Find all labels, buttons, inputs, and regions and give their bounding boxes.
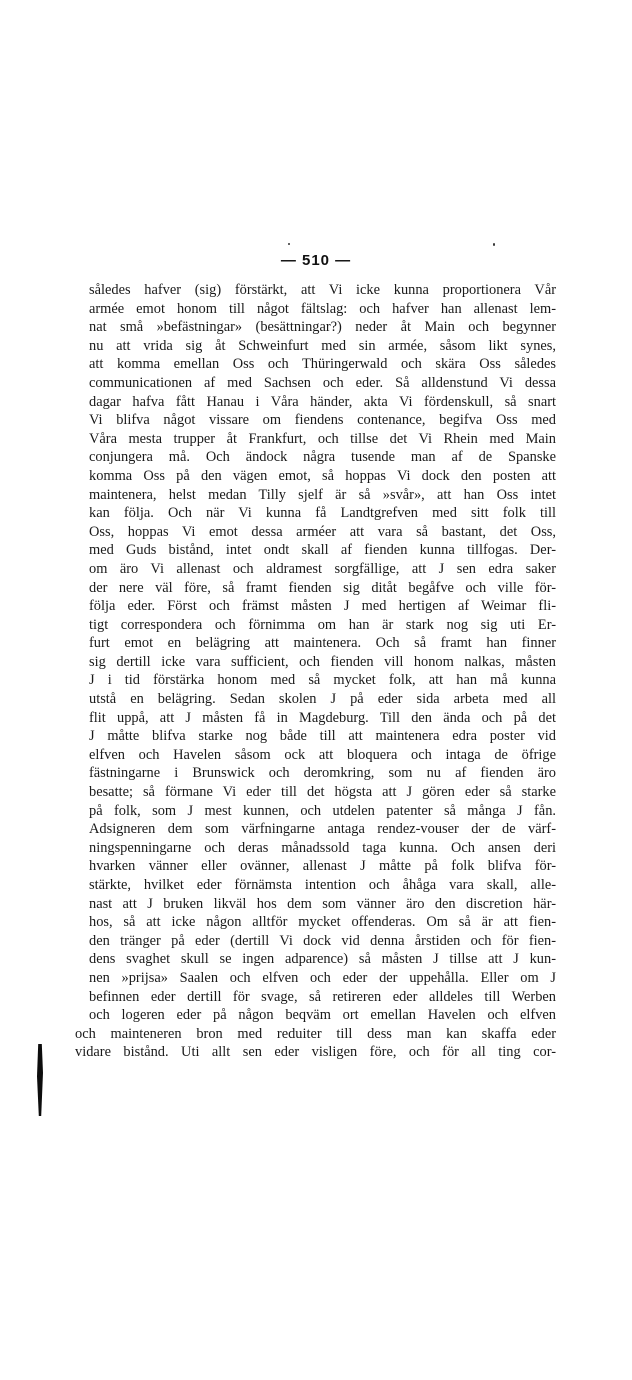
text-line: nat små »befästningar» (besättningar?) neder åt Main och begynner — [89, 319, 556, 336]
text-line: Adsigneren dem som värfningarne antaga rendez-vouser der de värf- — [89, 821, 556, 838]
text-line: på folk, som J mest kunnen, och utdelen patenter så många J fån. — [89, 802, 556, 819]
text-line: elfven och Havelen såsom ock att bloquera och intaga de öfrige — [89, 746, 556, 763]
text-line: J måtte blifva starke nog både till att maintenera edra poster vid — [89, 728, 556, 745]
page-number: — 510 — — [280, 252, 352, 269]
text-line: flit uppå, att J måsten få in Magdeburg. Till den ända och på det — [89, 709, 556, 726]
text-line: dagar hafva fått Hanau i Våra händer, akta Vi fördenskull, så snart — [89, 393, 556, 410]
text-line: vidare bistånd. Uti allt sen eder visligen före, och för all ting cor- — [75, 1044, 556, 1061]
text-line: om äro Vi allenast och aldramest sorgfällige, att J sen edra saker — [89, 560, 556, 577]
text-line: ningspenningarne och deras månadssold taga kunna. Och ansen deri — [89, 839, 556, 856]
text-line: conjungera må. Och ändock några tusende man af de Spanske — [89, 449, 556, 466]
text-line: med Guds bistånd, intet ondt skall af fienden kunna tillfogas. Der- — [89, 542, 556, 559]
text-line: dens svaghet skull se ingen adparence) så måsten J tillse att J kun- — [89, 951, 556, 968]
print-speck — [493, 243, 495, 246]
text-line: der nere väl före, så framt fienden sig ditåt begåfve och ville för- — [89, 579, 556, 596]
text-line: Oss, hoppas Vi emot dessa arméer att vara så bastant, det Oss, — [89, 523, 556, 540]
text-line: befinnen eder dertill för svage, så retireren eder alldeles till Werben — [89, 988, 556, 1005]
text-line: Våra mesta trupper åt Frankfurt, och tillse det Vi Rhein med Main — [89, 430, 556, 447]
text-line: utstå en belägring. Sedan skolen J på eder sida arbeta med all — [89, 691, 556, 708]
text-line: Vi blifva något vissare om fiendens contenance, begifva Oss med — [89, 412, 556, 429]
text-line: hos, så att icke någon alltför mycket offenderas. Om så är att fien- — [89, 914, 556, 931]
text-line: och mainteneren bron med reduiter till dess man kan skaffa eder — [75, 1025, 556, 1042]
body-text — [75, 281, 556, 1062]
text-line: att komma emellan Oss och Thüringerwald och skära Oss således — [89, 356, 556, 373]
text-line: maintenera, helst medan Tilly sjelf är så »svår», att han Oss intet — [89, 486, 556, 503]
text-line: hvarken vänner eller ovänner, allenast J måtte på folk blifva för- — [89, 858, 556, 875]
text-line: och logeren eder på någon beqväm ort emellan Havelen och elfven — [89, 1007, 556, 1024]
text-line: kan följa. Och när Vi kunna få Landtgrefven med sitt folk till — [89, 505, 556, 522]
text-line: communicationen af med Sachsen och eder. Så alldenstund Vi dessa — [89, 374, 556, 391]
text-line: stärkte, hvilket eder förnämsta intention och åhåga vara skall, alle- — [89, 877, 556, 893]
text-line: armée emot honom till något fältslag: och hafver han allenast lem- — [89, 300, 556, 317]
text-line: J i tid förstärka honom med så mycket folk, att han må kunna — [89, 672, 556, 689]
text-line: således hafver (sig) förstärkt, att Vi icke kunna proportionera Vår — [89, 282, 556, 298]
print-speck — [288, 243, 290, 245]
text-line: fästningarne i Brunswick och deromkring, som nu af fienden äro — [89, 765, 556, 782]
margin-ink-mark — [37, 1044, 43, 1116]
text-line: furt emot en belägring att maintenera. Och så framt han finner — [89, 635, 556, 652]
text-line: besatte; så förmane Vi eder till det högsta att J gören eder så starke — [89, 784, 556, 801]
text-line: nast att J bruken likväl hos dem som vänner äro den discretion här- — [89, 895, 556, 912]
text-line: nu att vrida sig åt Schweinfurt med sin armée, såsom likt synes, — [89, 337, 556, 354]
text-line: den tränger på eder (dertill Vi dock vid denna årstiden och för fien- — [89, 932, 556, 949]
text-line: nen »prijsa» Saalen och elfven och eder der uppehålla. Eller om J — [89, 969, 556, 986]
text-line: komma Oss på den vägen emot, så hoppas Vi dock den posten att — [89, 467, 556, 484]
text-line: följa eder. Först och främst måsten J med hertigen af Weimar fli- — [89, 598, 556, 615]
text-line: tigt correspondera och förnimma om han är stark nog sig uti Er- — [89, 616, 556, 633]
text-line: sig dertill icke vara sufficient, och fienden vill honom nalkas, måsten — [89, 653, 556, 670]
